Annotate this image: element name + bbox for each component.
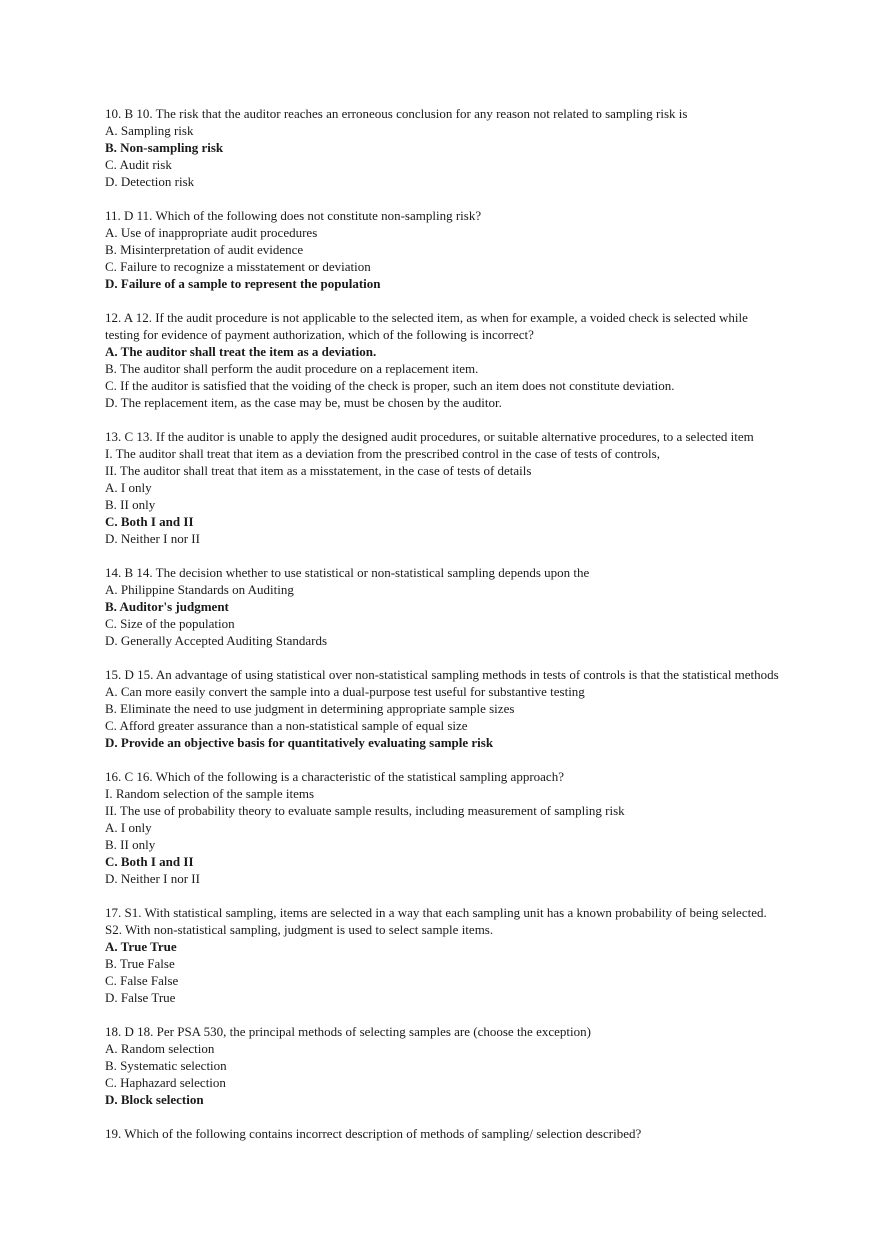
question-block bbox=[105, 768, 780, 887]
question-block bbox=[105, 904, 780, 1006]
answer-option: A. Sampling risk bbox=[105, 123, 194, 138]
question-stem: 19. Which of the following contains incorrect description of methods of sampling/ selection described? bbox=[105, 1126, 642, 1141]
question-block bbox=[105, 309, 780, 411]
answer-option: B. True False bbox=[105, 956, 175, 971]
answer-option: B. II only bbox=[105, 497, 156, 512]
answer-option: D. Generally Accepted Auditing Standards bbox=[105, 633, 328, 648]
question-stem: 14. B 14. The decision whether to use statistical or non-statistical sampling depends upon the bbox=[105, 565, 590, 580]
question-block bbox=[105, 207, 780, 292]
answer-option: D. The replacement item, as the case may be, must be chosen by the auditor. bbox=[105, 395, 502, 410]
answer-option: A. I only bbox=[105, 820, 152, 835]
answer-option: C. Size of the population bbox=[105, 616, 235, 631]
answer-option: B. The auditor shall perform the audit procedure on a replacement item. bbox=[105, 361, 479, 376]
question-block bbox=[105, 666, 780, 751]
answer-option: C. Failure to recognize a misstatement or deviation bbox=[105, 259, 371, 274]
correct-answer-option: D. Block selection bbox=[105, 1092, 204, 1107]
answer-option: A. Random selection bbox=[105, 1041, 215, 1056]
answer-option: I. The auditor shall treat that item as a deviation from the prescribed control in the case of tests of controls, bbox=[105, 446, 660, 461]
answer-option: B. II only bbox=[105, 837, 156, 852]
correct-answer-option: B. Auditor's judgment bbox=[105, 599, 229, 614]
question-stem: 16. C 16. Which of the following is a characteristic of the statistical sampling approach? bbox=[105, 769, 564, 784]
answer-option: D. Neither I nor II bbox=[105, 531, 200, 546]
answer-option: II. The auditor shall treat that item as a misstatement, in the case of tests of details bbox=[105, 463, 532, 478]
answer-option: A. Can more easily convert the sample into a dual-purpose test useful for substantive testing bbox=[105, 684, 585, 699]
answer-option: II. The use of probability theory to evaluate sample results, including measurement of sampling risk bbox=[105, 803, 625, 818]
question-stem: 10. B 10. The risk that the auditor reaches an erroneous conclusion for any reason not related to sampling risk is bbox=[105, 106, 688, 121]
question-block bbox=[105, 105, 780, 190]
answer-option: C. If the auditor is satisfied that the voiding of the check is proper, such an item does not constitute deviation. bbox=[105, 378, 675, 393]
correct-answer-option: D. Provide an objective basis for quantitatively evaluating sample risk bbox=[105, 735, 494, 750]
answer-option: D. Detection risk bbox=[105, 174, 195, 189]
question-block bbox=[105, 564, 780, 649]
question-list bbox=[105, 105, 780, 1142]
answer-option: A. Philippine Standards on Auditing bbox=[105, 582, 294, 597]
answer-option: D. False True bbox=[105, 990, 176, 1005]
correct-answer-option: D. Failure of a sample to represent the population bbox=[105, 276, 381, 291]
correct-answer-option: C. Both I and II bbox=[105, 514, 194, 529]
question-stem: 17. S1. With statistical sampling, items are selected in a way that each sampling unit has a known probability of being selected. S2. With non-statistical sampling, judgment is used to select sample items. bbox=[105, 905, 767, 937]
question-stem: 13. C 13. If the auditor is unable to apply the designed audit procedures, or suitable alternative procedures, to a selected item bbox=[105, 429, 754, 444]
question-block bbox=[105, 1023, 780, 1108]
answer-option: C. Audit risk bbox=[105, 157, 172, 172]
correct-answer-option: B. Non-sampling risk bbox=[105, 140, 224, 155]
answer-option: I. Random selection of the sample items bbox=[105, 786, 315, 801]
correct-answer-option: A. True True bbox=[105, 939, 177, 954]
answer-option: D. Neither I nor II bbox=[105, 871, 200, 886]
answer-option: A. Use of inappropriate audit procedures bbox=[105, 225, 318, 240]
question-stem: 15. D 15. An advantage of using statistical over non-statistical sampling methods in tests of controls is that the statistical methods bbox=[105, 667, 779, 682]
answer-option: C. Haphazard selection bbox=[105, 1075, 226, 1090]
correct-answer-option: C. Both I and II bbox=[105, 854, 194, 869]
question-stem: 18. D 18. Per PSA 530, the principal methods of selecting samples are (choose the exception) bbox=[105, 1024, 591, 1039]
answer-option: A. I only bbox=[105, 480, 152, 495]
question-block bbox=[105, 428, 780, 547]
question-block bbox=[105, 1125, 780, 1142]
answer-option: B. Misinterpretation of audit evidence bbox=[105, 242, 304, 257]
answer-option: B. Eliminate the need to use judgment in determining appropriate sample sizes bbox=[105, 701, 515, 716]
answer-option: C. False False bbox=[105, 973, 179, 988]
answer-option: C. Afford greater assurance than a non-statistical sample of equal size bbox=[105, 718, 468, 733]
answer-option: B. Systematic selection bbox=[105, 1058, 227, 1073]
question-stem: 12. A 12. If the audit procedure is not applicable to the selected item, as when for example, a voided check is selected while testing for evidence of payment authorization, which of the following is incorrect? bbox=[105, 310, 748, 342]
correct-answer-option: A. The auditor shall treat the item as a deviation. bbox=[105, 344, 377, 359]
question-stem: 11. D 11. Which of the following does not constitute non-sampling risk? bbox=[105, 208, 482, 223]
